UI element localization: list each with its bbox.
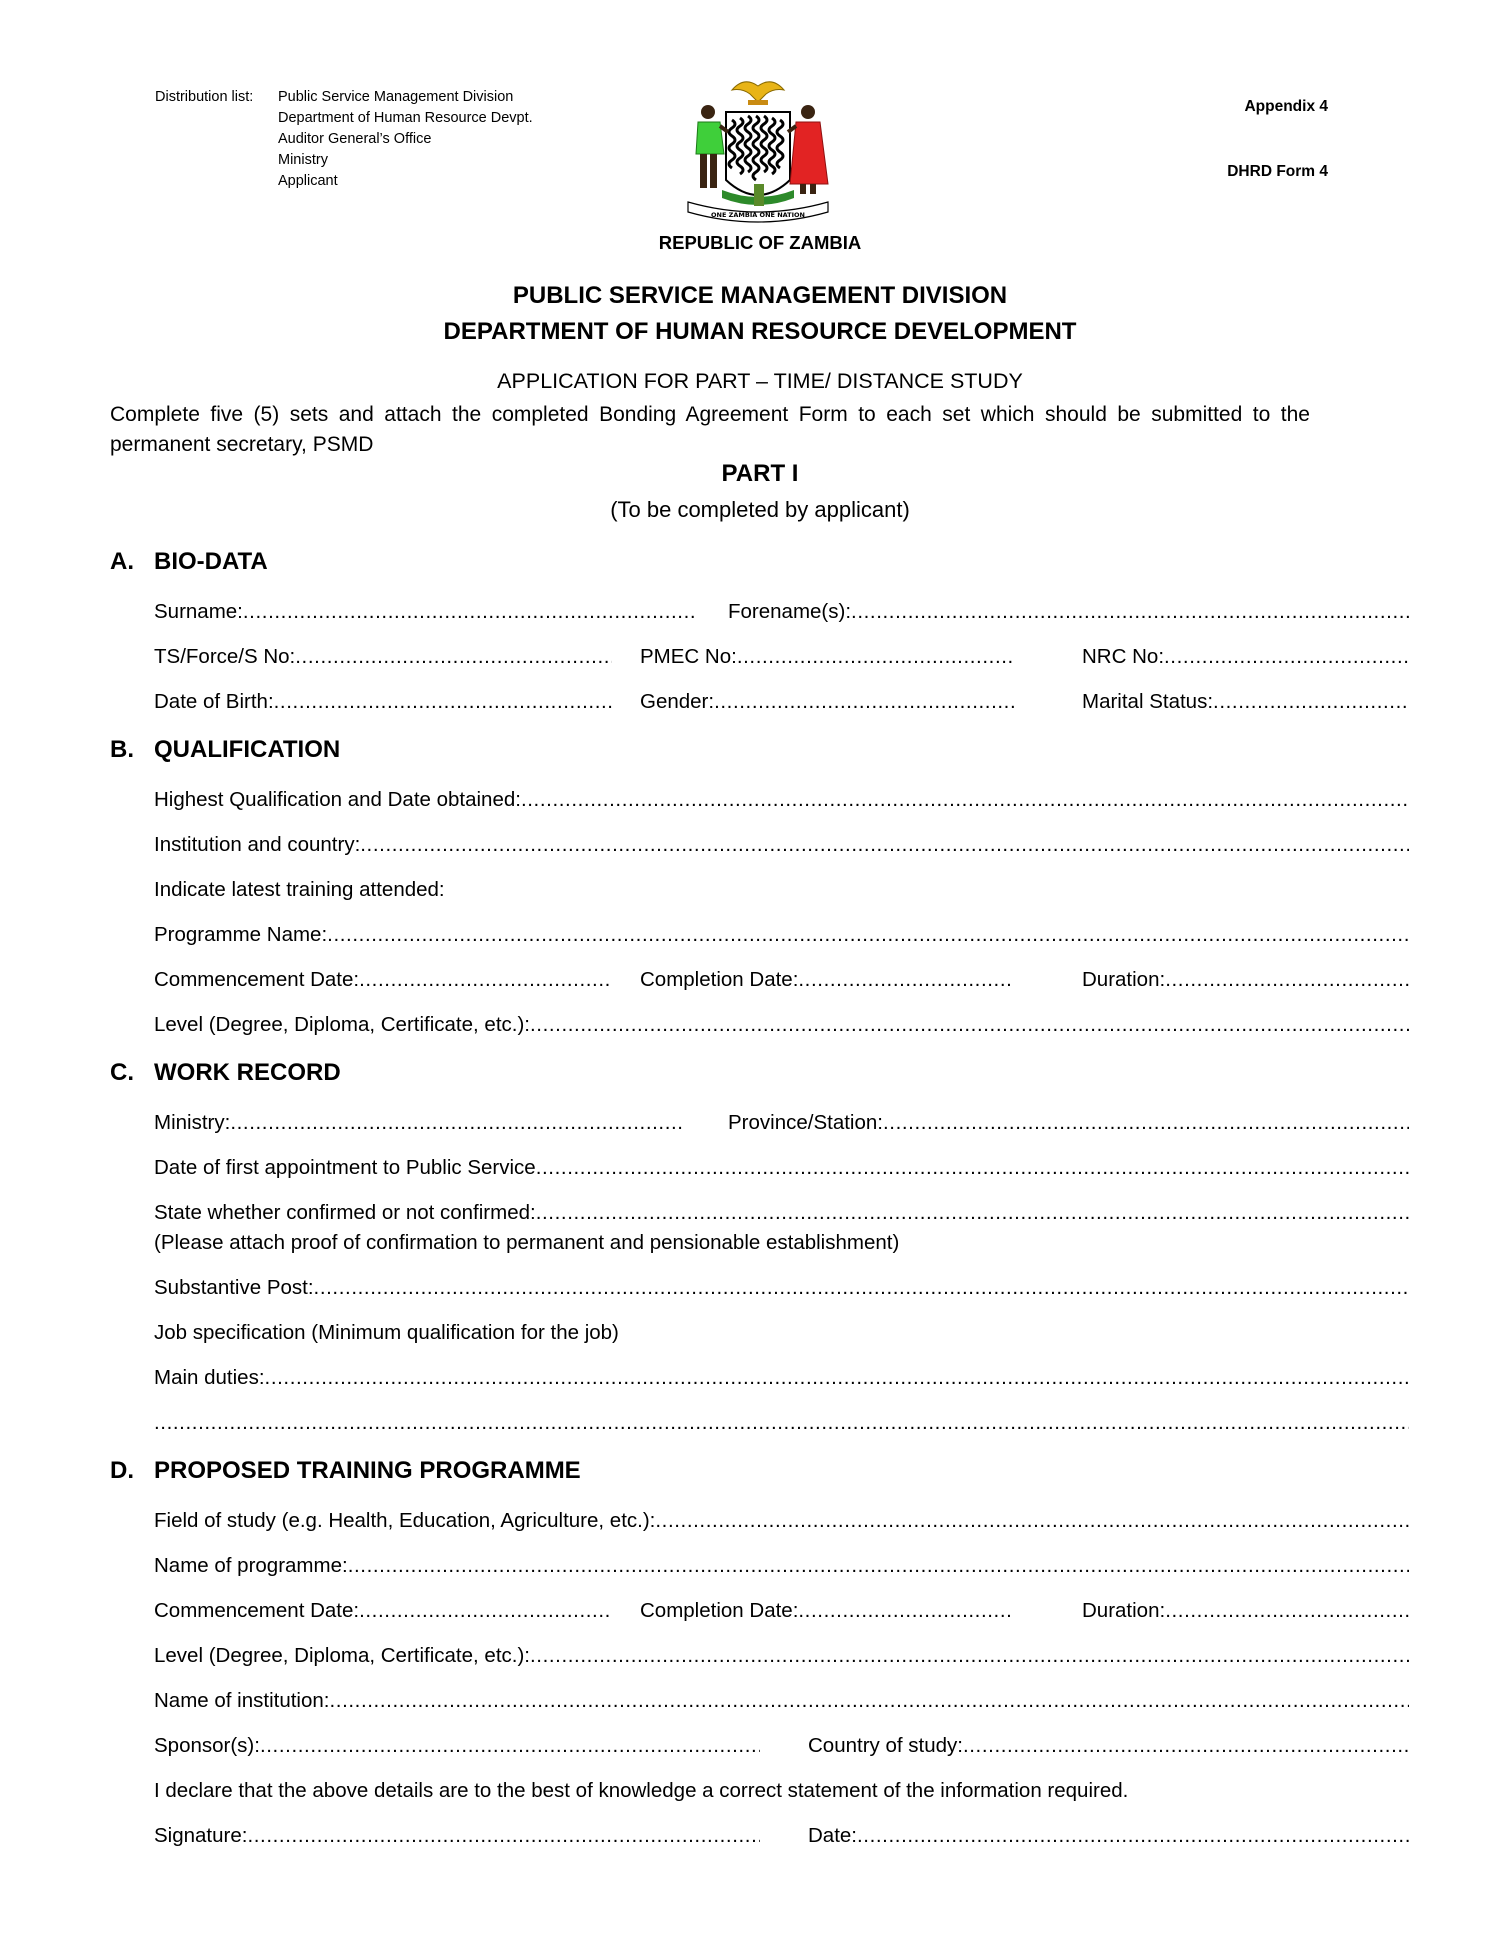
field-label: Level (Degree, Diploma, Certificate, etc.): bbox=[154, 1013, 530, 1036]
dotted-fill bbox=[530, 1644, 1409, 1668]
field-label: Completion Date: bbox=[640, 1599, 799, 1622]
dotted-fill bbox=[851, 600, 1409, 624]
highest-qualification-field[interactable] bbox=[154, 788, 1409, 812]
ts-number-field[interactable] bbox=[154, 645, 612, 669]
dotted-fill bbox=[154, 1411, 1409, 1435]
sponsor-field[interactable] bbox=[154, 1734, 760, 1758]
signature-field[interactable] bbox=[154, 1824, 760, 1848]
institution-country-field[interactable] bbox=[154, 833, 1409, 857]
dotted-fill bbox=[857, 1824, 1409, 1848]
programme-name-field[interactable] bbox=[154, 1554, 1409, 1578]
dotted-fill bbox=[243, 600, 694, 624]
date-field[interactable] bbox=[808, 1824, 1409, 1848]
job-specification-label: Job specification (Minimum qualification for the job) bbox=[154, 1321, 619, 1344]
distribution-item: Public Service Management Division bbox=[278, 89, 514, 105]
province-station-field[interactable] bbox=[728, 1111, 1409, 1135]
field-label: Main duties: bbox=[154, 1366, 265, 1389]
field-label: Date of Birth: bbox=[154, 690, 274, 713]
work-row bbox=[154, 1156, 1409, 1186]
main-duties-continuation[interactable] bbox=[154, 1411, 1409, 1435]
dotted-fill bbox=[329, 1689, 1409, 1713]
date-of-birth-field[interactable] bbox=[154, 690, 612, 714]
commencement-date-field[interactable] bbox=[154, 968, 610, 992]
institution-name-field[interactable] bbox=[154, 1689, 1409, 1713]
dotted-fill bbox=[536, 1201, 1409, 1225]
section-title: BIO-DATA bbox=[154, 548, 268, 575]
dotted-fill bbox=[265, 1366, 1409, 1390]
pmec-number-field[interactable] bbox=[640, 645, 1014, 669]
first-appointment-field[interactable] bbox=[154, 1156, 1409, 1180]
dotted-fill bbox=[963, 1734, 1409, 1758]
field-label: Highest Qualification and Date obtained: bbox=[154, 788, 521, 811]
dotted-fill bbox=[536, 1156, 1409, 1180]
dotted-fill bbox=[1165, 1599, 1409, 1623]
dotted-fill bbox=[737, 645, 1014, 669]
dotted-fill bbox=[348, 1554, 1409, 1578]
field-label: Forename(s): bbox=[728, 600, 852, 623]
field-label: Name of programme: bbox=[154, 1554, 348, 1577]
gender-field[interactable] bbox=[640, 690, 1014, 714]
nrc-number-field[interactable] bbox=[1082, 645, 1409, 669]
training-row bbox=[154, 1554, 1409, 1584]
main-duties-field[interactable] bbox=[154, 1366, 1409, 1390]
field-label: Sponsor(s): bbox=[154, 1734, 260, 1757]
field-label: PMEC No: bbox=[640, 645, 737, 668]
bio-row-3 bbox=[154, 690, 1409, 720]
forenames-field[interactable] bbox=[728, 600, 1409, 624]
field-label: Substantive Post: bbox=[154, 1276, 314, 1299]
department-title: DEPARTMENT OF HUMAN RESOURCE DEVELOPMENT bbox=[443, 318, 1077, 345]
dotted-fill bbox=[360, 833, 1409, 857]
field-label: State whether confirmed or not confirmed: bbox=[154, 1201, 536, 1224]
dotted-fill bbox=[295, 645, 612, 669]
section-c-heading bbox=[110, 1059, 341, 1087]
field-label: Signature: bbox=[154, 1824, 248, 1847]
substantive-post-field[interactable] bbox=[154, 1276, 1409, 1300]
distribution-item: Applicant bbox=[278, 173, 338, 189]
field-label: Country of study: bbox=[808, 1734, 963, 1757]
surname-field[interactable] bbox=[154, 600, 694, 624]
field-label: Institution and country: bbox=[154, 833, 361, 856]
field-label: Completion Date: bbox=[640, 968, 799, 991]
crest-motto: ONE ZAMBIA ONE NATION bbox=[711, 211, 805, 219]
dotted-fill bbox=[798, 1599, 1014, 1623]
field-label: Level (Degree, Diploma, Certificate, etc.): bbox=[154, 1644, 530, 1667]
section-d-heading bbox=[110, 1457, 581, 1485]
training-row bbox=[154, 1689, 1409, 1719]
part-subheading: (To be completed by applicant) bbox=[610, 497, 910, 522]
commencement-date-field[interactable] bbox=[154, 1599, 610, 1623]
field-label: Duration: bbox=[1082, 1599, 1166, 1622]
completion-date-field[interactable] bbox=[640, 968, 1014, 992]
instructions-text: Complete five (5) sets and attach the completed Bonding Agreement Form to each set which should be submitted to the permanent secretary, PSMD bbox=[110, 403, 1310, 456]
section-letter: A. bbox=[110, 548, 134, 575]
section-letter: C. bbox=[110, 1059, 134, 1086]
field-label: TS/Force/S No: bbox=[154, 645, 296, 668]
work-row bbox=[154, 1201, 1409, 1231]
work-row bbox=[154, 1411, 1409, 1441]
qualification-row bbox=[154, 923, 1409, 953]
dotted-fill bbox=[247, 1824, 760, 1848]
field-label: Commencement Date: bbox=[154, 1599, 360, 1622]
dotted-fill bbox=[1213, 690, 1409, 714]
dotted-fill bbox=[521, 788, 1409, 812]
dotted-fill bbox=[1165, 968, 1409, 992]
programme-level-field[interactable] bbox=[154, 1644, 1409, 1668]
qualification-dates-row bbox=[154, 968, 1409, 998]
marital-status-field[interactable] bbox=[1082, 690, 1409, 714]
dotted-fill bbox=[359, 1599, 610, 1623]
dotted-fill bbox=[274, 690, 612, 714]
dotted-fill bbox=[314, 1276, 1409, 1300]
distribution-label: Distribution list: bbox=[155, 89, 254, 105]
dotted-fill bbox=[260, 1734, 760, 1758]
latest-training-label: Indicate latest training attended: bbox=[154, 878, 445, 901]
completion-date-field[interactable] bbox=[640, 1599, 1014, 1623]
field-label: Field of study (e.g. Health, Education, Agriculture, etc.): bbox=[154, 1509, 656, 1532]
field-label: Gender: bbox=[640, 690, 715, 713]
distribution-list bbox=[155, 87, 533, 192]
work-row bbox=[154, 1111, 1409, 1141]
qualification-row bbox=[154, 833, 1409, 863]
training-row bbox=[154, 1509, 1409, 1539]
section-b-heading bbox=[110, 736, 340, 764]
section-letter: D. bbox=[110, 1457, 134, 1484]
field-label: NRC No: bbox=[1082, 645, 1165, 668]
dotted-fill bbox=[1164, 645, 1409, 669]
programme-name-field[interactable] bbox=[154, 923, 1409, 947]
division-title: PUBLIC SERVICE MANAGEMENT DIVISION bbox=[512, 282, 1008, 309]
confirmation-status-field[interactable] bbox=[154, 1201, 1409, 1225]
bio-row-1 bbox=[154, 600, 1409, 630]
field-label: Programme Name: bbox=[154, 923, 328, 946]
field-of-study-field[interactable] bbox=[154, 1509, 1409, 1533]
distribution-item: Department of Human Resource Devpt. bbox=[278, 110, 533, 126]
work-row bbox=[154, 1366, 1409, 1396]
distribution-item: Ministry bbox=[278, 152, 328, 168]
zambia-coat-of-arms-icon bbox=[682, 72, 834, 232]
section-letter: B. bbox=[110, 736, 134, 763]
qualification-row bbox=[154, 1013, 1409, 1043]
part-heading: PART I bbox=[721, 460, 799, 487]
appendix-label: Appendix 4 bbox=[1244, 98, 1328, 115]
form-number: DHRD Form 4 bbox=[1227, 163, 1328, 180]
signature-row bbox=[154, 1824, 1409, 1854]
dotted-fill bbox=[530, 1013, 1409, 1037]
work-row bbox=[154, 1276, 1409, 1306]
dotted-fill bbox=[883, 1111, 1409, 1135]
duration-field[interactable] bbox=[1082, 968, 1409, 992]
field-label: Name of institution: bbox=[154, 1689, 330, 1712]
field-label: Commencement Date: bbox=[154, 968, 360, 991]
country-of-study-field[interactable] bbox=[808, 1734, 1409, 1758]
section-title: WORK RECORD bbox=[154, 1059, 341, 1086]
bio-row-2 bbox=[154, 645, 1409, 675]
section-a-heading bbox=[110, 548, 268, 576]
dotted-fill bbox=[359, 968, 610, 992]
field-label: Surname: bbox=[154, 600, 243, 623]
dotted-fill bbox=[798, 968, 1014, 992]
training-row bbox=[154, 1644, 1409, 1674]
dotted-fill bbox=[714, 690, 1014, 714]
confirmation-note: (Please attach proof of confirmation to permanent and pensionable establishment) bbox=[154, 1231, 900, 1254]
application-title: APPLICATION FOR PART – TIME/ DISTANCE STUDY bbox=[497, 369, 1023, 393]
dotted-fill bbox=[655, 1509, 1409, 1533]
section-title: QUALIFICATION bbox=[154, 736, 341, 763]
field-label: Date of first appointment to Public Service bbox=[154, 1156, 536, 1179]
distribution-item: Auditor General’s Office bbox=[278, 131, 432, 147]
dotted-fill bbox=[230, 1111, 684, 1135]
training-row bbox=[154, 1734, 1409, 1764]
dotted-fill bbox=[327, 923, 1409, 947]
republic-label: REPUBLIC OF ZAMBIA bbox=[658, 232, 862, 253]
training-dates-row bbox=[154, 1599, 1409, 1629]
section-title: PROPOSED TRAINING PROGRAMME bbox=[154, 1457, 581, 1484]
declaration-text: I declare that the above details are to the best of knowledge a correct statement of the information required. bbox=[154, 1779, 1129, 1802]
field-label: Date: bbox=[808, 1824, 857, 1847]
duration-field[interactable] bbox=[1082, 1599, 1409, 1623]
field-label: Ministry: bbox=[154, 1111, 231, 1134]
qualification-row bbox=[154, 788, 1409, 818]
field-label: Duration: bbox=[1082, 968, 1166, 991]
field-label: Province/Station: bbox=[728, 1111, 883, 1134]
field-label: Marital Status: bbox=[1082, 690, 1214, 713]
ministry-field[interactable] bbox=[154, 1111, 684, 1135]
qualification-level-field[interactable] bbox=[154, 1013, 1409, 1037]
